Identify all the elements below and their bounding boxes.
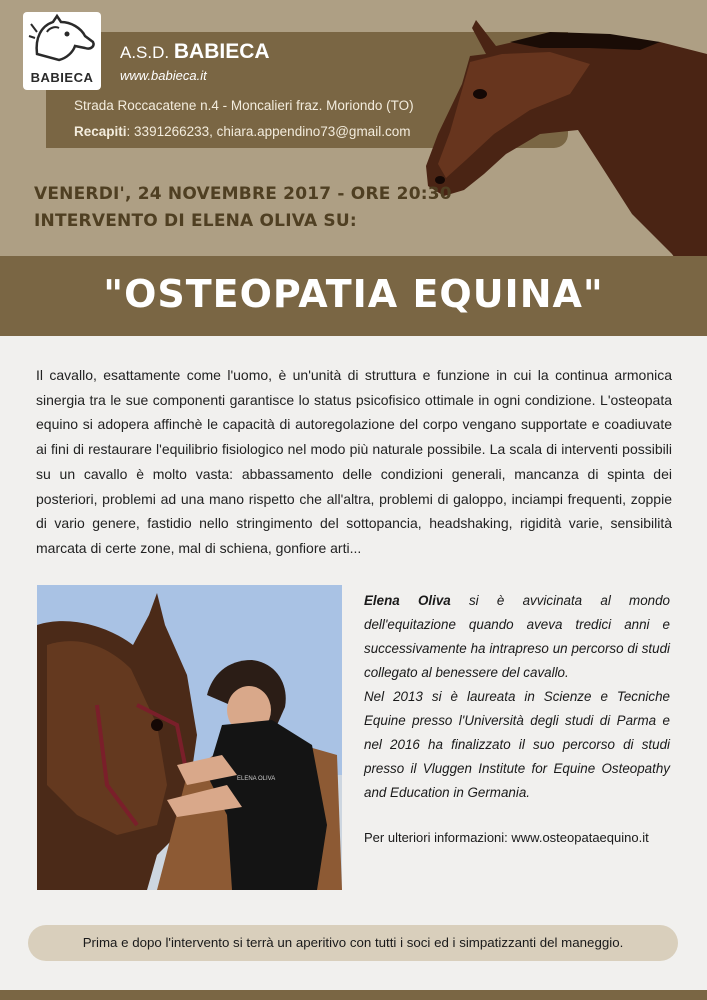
bottom-bar — [0, 990, 707, 1000]
bio-paragraph-2: Nel 2013 si è laureata in Scienze e Tecniche Equine presso l'Università degli studi di Parma e nel 2016 ha finalizzato il suo percorso di studi presso il Vluggen Institute for Equine Osteopathy and Education in Germania. — [364, 689, 670, 800]
shirt-text: ELENA OLIVA — [237, 776, 276, 782]
bio-section — [364, 589, 670, 805]
osteopath-photo — [37, 585, 342, 890]
event-speaker: INTERVENTO DI ELENA OLIVA SU: — [34, 211, 357, 231]
logo-text: BABIECA — [30, 70, 94, 85]
description-text: Il cavallo, esattamente come l'uomo, è un'unità di struttura e funzione in cui la continua armonica sinergia tra le sue componenti garantisce lo status psicofisico ottimale in ogni condizione. L'osteopata equino si adopera affinchè le capacità di autoregolazione del corpo vengano supportate e coadiuvate ai fini di restaurare l'equilibrio fisiologico nel modo più naturale possibile. La scala di interventi possibili su un cavallo è molto vasta: abbassamento delle condizioni generali, mancanza di spinta dei posteriori, problemi ad una mano rispetto che all'altra, problemi di galoppo, inciampi frequenti, zoppie di vario genere, fastidio nello stringimento del sottopancia, headshaking, rigidità varie, sensibilità marcata di certe zone, mal di schiena, gonfiore arti... — [36, 367, 672, 556]
horse-head-image — [410, 14, 707, 256]
bio-text-1: si è avvicinata al mondo dell'equitazione quando aveva tredici anni e successivamente ha intrapreso un percorso di studi collegato al benessere del cavallo. — [364, 593, 670, 680]
footer-text: Prima e dopo l'intervento si terrà un aperitivo con tutti i soci ed i simpatizzanti del maneggio. — [82, 935, 624, 950]
org-address: Strada Roccacatene n.4 - Moncalieri fraz. Moriondo (TO) — [74, 98, 414, 113]
horse-head-icon — [23, 12, 101, 70]
header — [0, 0, 707, 256]
footer-note — [28, 925, 678, 961]
logo[interactable] — [23, 12, 101, 90]
org-prefix: A.S.D. — [120, 43, 170, 62]
org-contacts: Recapiti: 3391266233, chiara.appendino73@gmail.com — [74, 124, 411, 139]
contacts-label: Recapiti — [74, 124, 127, 139]
event-date: VENERDI', 24 NOVEMBRE 2017 - ORE 20:30 — [34, 184, 452, 204]
bio-paragraph-1 — [364, 589, 670, 685]
event-title: "OSTEOPATIA EQUINA" — [103, 272, 604, 316]
org-title: BABIECA — [173, 40, 270, 63]
org-website[interactable]: www.babieca.it — [120, 68, 207, 83]
title-band — [0, 256, 707, 336]
org-name — [120, 40, 270, 64]
contacts-value: 3391266233, chiara.appendino73@gmail.com — [134, 124, 411, 139]
more-info-text: Per ulteriori informazioni: www.osteopataequino.it — [364, 830, 649, 845]
bio-name: Elena Oliva — [364, 593, 451, 608]
